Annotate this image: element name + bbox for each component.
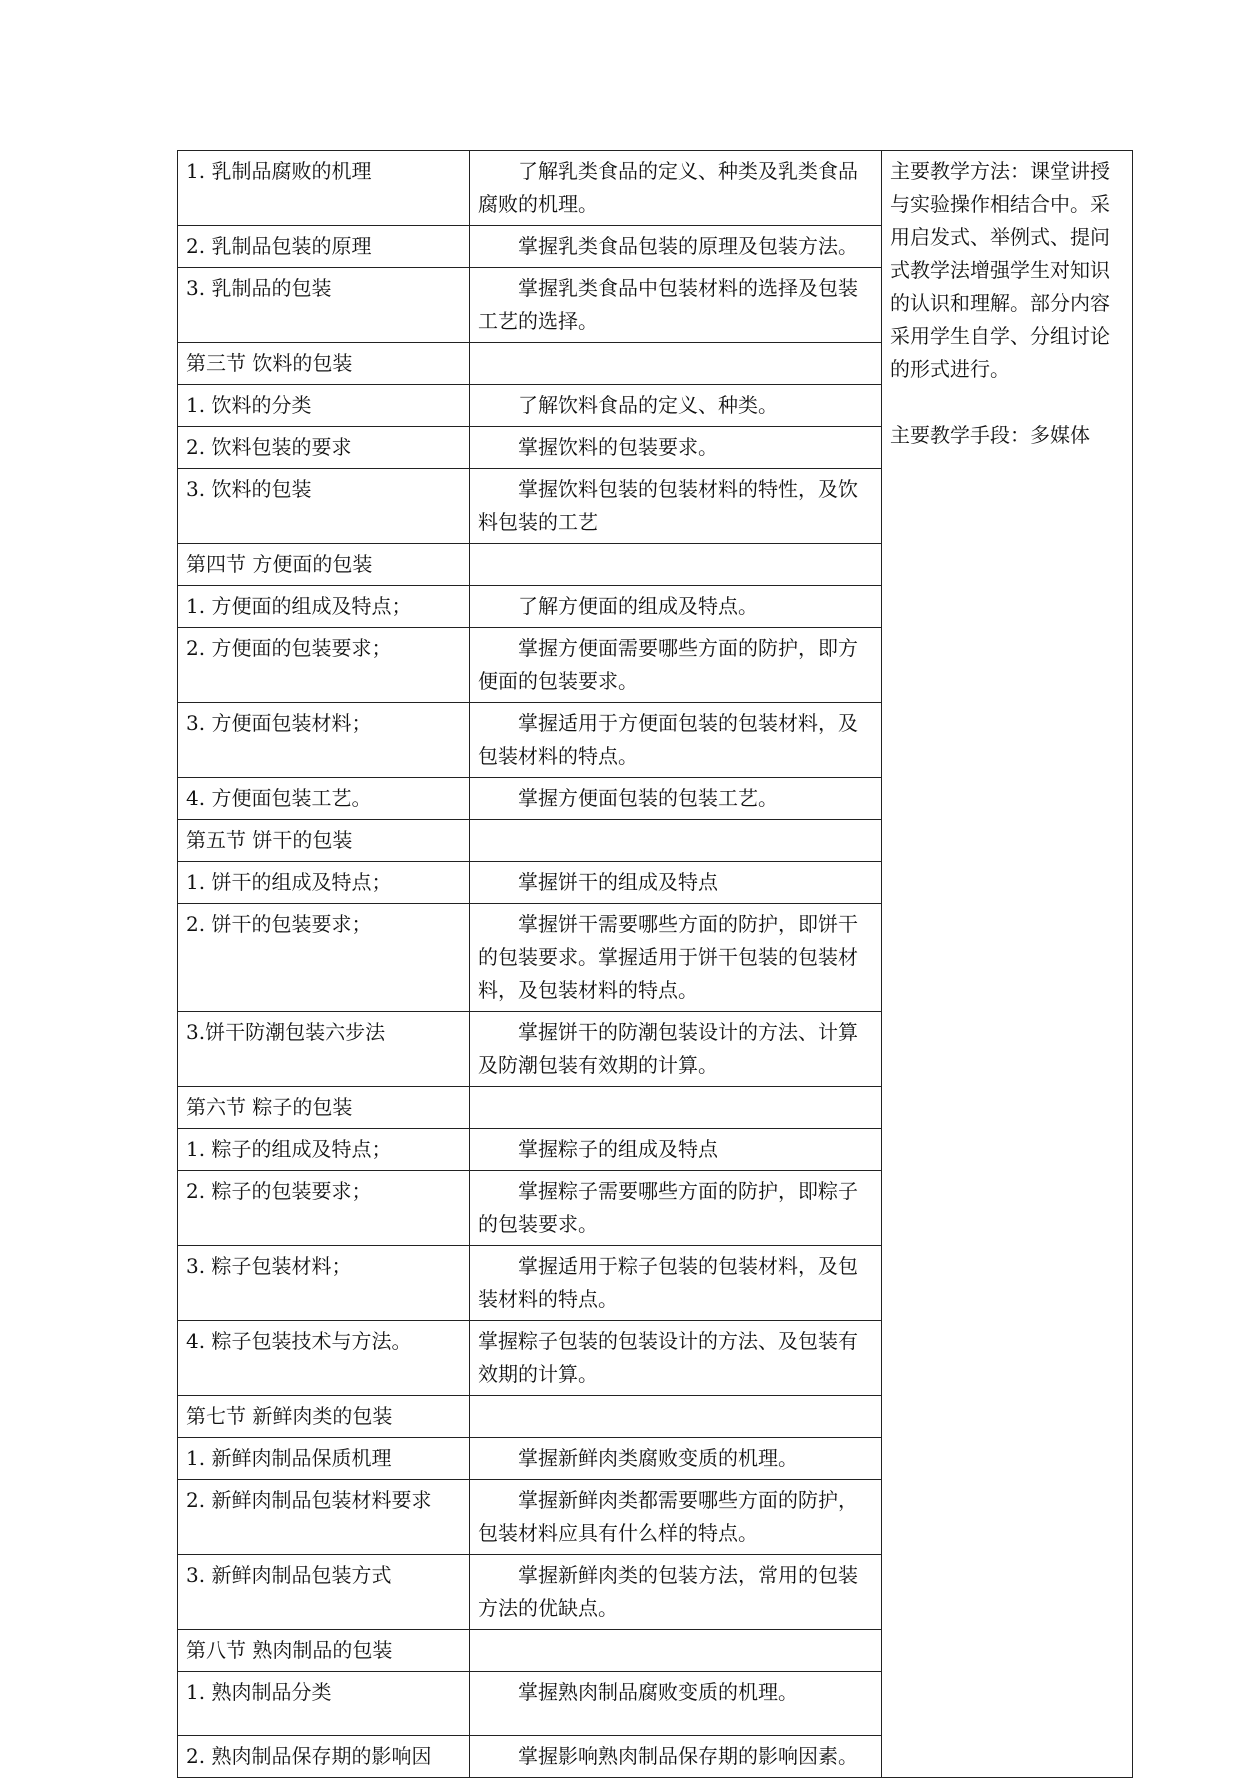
empty-cell [470,343,882,385]
item-requirement: 掌握新鲜肉类都需要哪些方面的防护，包装材料应具有什么样的特点。 [470,1480,882,1555]
section-title: 第七节 新鲜肉类的包装 [178,1396,470,1438]
section-title: 第三节 饮料的包装 [178,343,470,385]
item-requirement: 掌握适用于方便面包装的包装材料，及包装材料的特点。 [470,703,882,778]
item-title: 2. 熟肉制品保存期的影响因 [178,1736,470,1778]
section-title: 第八节 熟肉制品的包装 [178,1630,470,1672]
item-title: 1. 饮料的分类 [178,385,470,427]
item-requirement: 了解饮料食品的定义、种类。 [470,385,882,427]
syllabus-table [177,150,1133,1778]
item-title: 1. 饼干的组成及特点； [178,862,470,904]
item-title: 3. 乳制品的包装 [178,268,470,343]
item-title: 3. 粽子包装材料； [178,1246,470,1321]
item-requirement: 掌握粽子需要哪些方面的防护，即粽子的包装要求。 [470,1171,882,1246]
item-title: 3. 新鲜肉制品包装方式 [178,1555,470,1630]
item-title: 1. 方便面的组成及特点； [178,586,470,628]
item-title: 4. 方便面包装工艺。 [178,778,470,820]
item-title: 2. 饮料包装的要求 [178,427,470,469]
empty-cell [470,820,882,862]
item-title: 3. 饮料的包装 [178,469,470,544]
empty-cell [470,1396,882,1438]
teaching-means-text: 主要教学手段：多媒体 [890,423,1090,447]
empty-cell [470,1630,882,1672]
item-requirement: 掌握饼干需要哪些方面的防护，即饼干的包装要求。掌握适用于饼干包装的包装材料，及包装材料的特点。 [470,904,882,1012]
item-requirement: 掌握粽子的组成及特点 [470,1129,882,1171]
item-requirement: 掌握粽子包装的包装设计的方法、及包装有效期的计算。 [470,1321,882,1396]
section-title: 第六节 粽子的包装 [178,1087,470,1129]
item-requirement: 掌握饮料包装的包装材料的特性，及饮料包装的工艺 [470,469,882,544]
item-requirement: 掌握饼干的组成及特点 [470,862,882,904]
teaching-method-text: 主要教学方法：课堂讲授与实验操作相结合中。采用启发式、举例式、提问式教学法增强学生对知识的认识和理解。部分内容采用学生自学、分组讨论的形式进行。 [890,159,1110,381]
item-requirement: 掌握熟肉制品腐败变质的机理。 [470,1672,882,1736]
item-requirement: 掌握乳类食品中包装材料的选择及包装工艺的选择。 [470,268,882,343]
item-requirement: 掌握方便面需要哪些方面的防护，即方便面的包装要求。 [470,628,882,703]
table-row [178,151,1133,226]
section-title: 第四节 方便面的包装 [178,544,470,586]
paragraph-gap [890,386,1126,419]
item-requirement: 掌握乳类食品包装的原理及包装方法。 [470,226,882,268]
item-requirement: 了解方便面的组成及特点。 [470,586,882,628]
item-title: 1. 乳制品腐败的机理 [178,151,470,226]
item-title: 3. 方便面包装材料； [178,703,470,778]
empty-cell [470,1087,882,1129]
item-title: 1. 熟肉制品分类 [178,1672,470,1736]
item-title: 1. 粽子的组成及特点； [178,1129,470,1171]
item-requirement: 掌握新鲜肉类的包装方法，常用的包装方法的优缺点。 [470,1555,882,1630]
item-title: 3.饼干防潮包装六步法 [178,1012,470,1087]
item-requirement: 掌握饮料的包装要求。 [470,427,882,469]
item-title: 2. 粽子的包装要求； [178,1171,470,1246]
teaching-methods-cell [882,151,1133,1778]
item-title: 2. 乳制品包装的原理 [178,226,470,268]
item-title: 2. 方便面的包装要求； [178,628,470,703]
item-title: 2. 新鲜肉制品包装材料要求 [178,1480,470,1555]
item-title: 4. 粽子包装技术与方法。 [178,1321,470,1396]
item-requirement: 了解乳类食品的定义、种类及乳类食品腐败的机理。 [470,151,882,226]
section-title: 第五节 饼干的包装 [178,820,470,862]
item-requirement: 掌握饼干的防潮包装设计的方法、计算及防潮包装有效期的计算。 [470,1012,882,1087]
item-title: 2. 饼干的包装要求； [178,904,470,1012]
item-requirement: 掌握新鲜肉类腐败变质的机理。 [470,1438,882,1480]
syllabus-table-body [178,151,1133,1778]
item-requirement: 掌握影响熟肉制品保存期的影响因素。 [470,1736,882,1778]
empty-cell [470,544,882,586]
item-requirement: 掌握方便面包装的包装工艺。 [470,778,882,820]
item-requirement: 掌握适用于粽子包装的包装材料，及包装材料的特点。 [470,1246,882,1321]
item-title: 1. 新鲜肉制品保质机理 [178,1438,470,1480]
